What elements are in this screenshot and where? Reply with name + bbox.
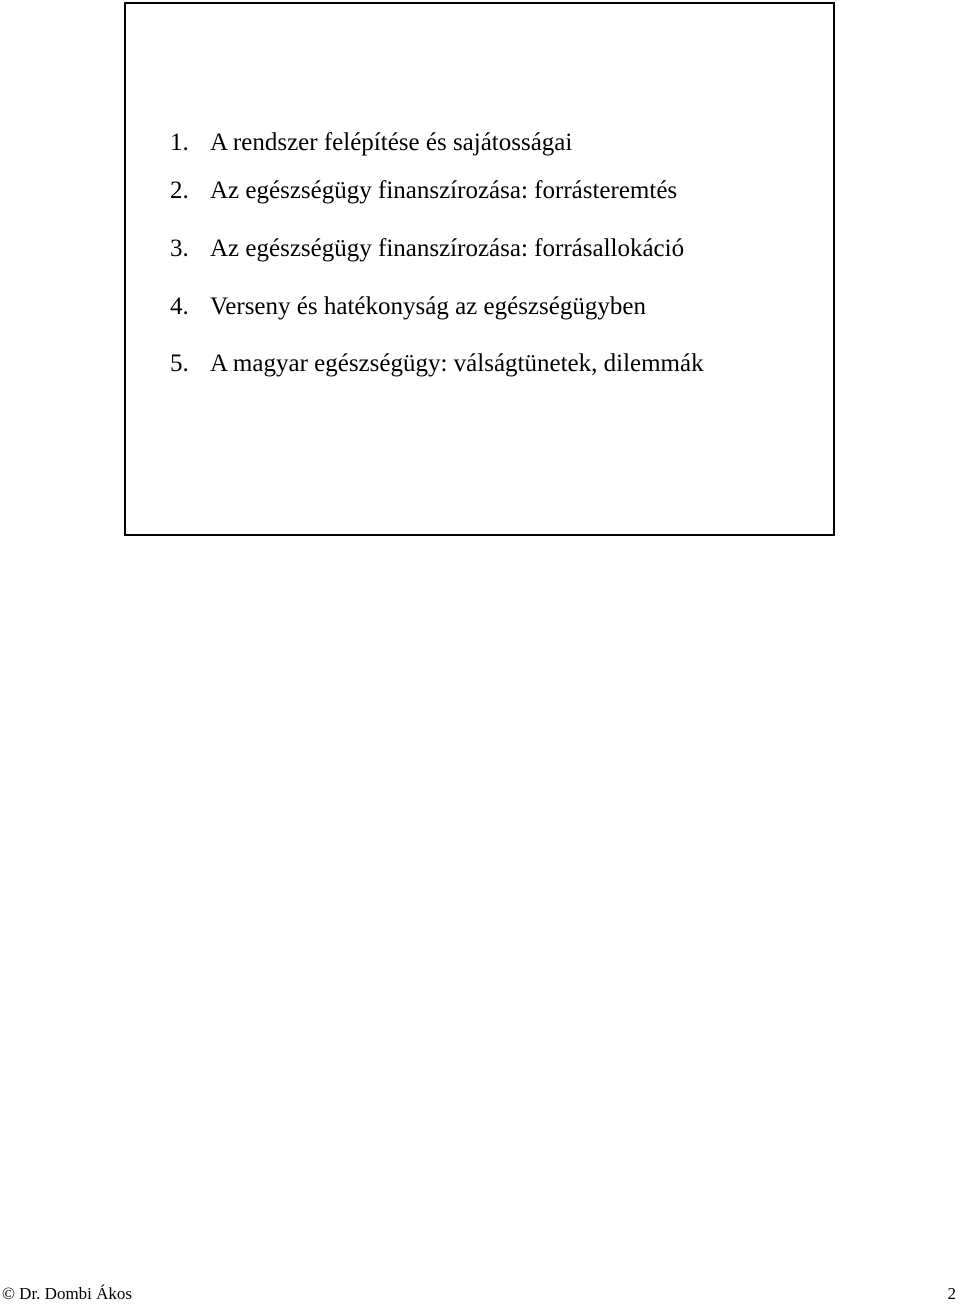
agenda-item-number: 5. xyxy=(170,350,189,377)
agenda-item xyxy=(170,234,684,264)
agenda-item xyxy=(170,292,646,322)
footer-author: © Dr. Dombi Ákos xyxy=(2,1284,133,1303)
agenda-item-text: Az egészségügy finanszírozása: forrásteremtés xyxy=(210,177,678,204)
agenda-item-number: 3. xyxy=(170,235,189,262)
agenda-item-number: 1. xyxy=(170,129,189,156)
agenda-item-number: 2. xyxy=(170,177,189,204)
agenda-item-number: 4. xyxy=(170,293,189,320)
footer-page-number: 2 xyxy=(947,1284,956,1303)
agenda-item xyxy=(170,176,677,206)
slide-frame xyxy=(124,2,835,536)
agenda-item-text: Az egészségügy finanszírozása: forrásallokáció xyxy=(210,235,685,262)
agenda-item-text: A rendszer felépítése és sajátosságai xyxy=(210,129,573,156)
agenda-item-text: A magyar egészségügy: válságtünetek, dilemmák xyxy=(210,350,704,377)
agenda-item xyxy=(170,128,572,158)
agenda-item xyxy=(170,349,704,379)
agenda-item-text: Verseny és hatékonyság az egészségügyben xyxy=(210,293,646,320)
